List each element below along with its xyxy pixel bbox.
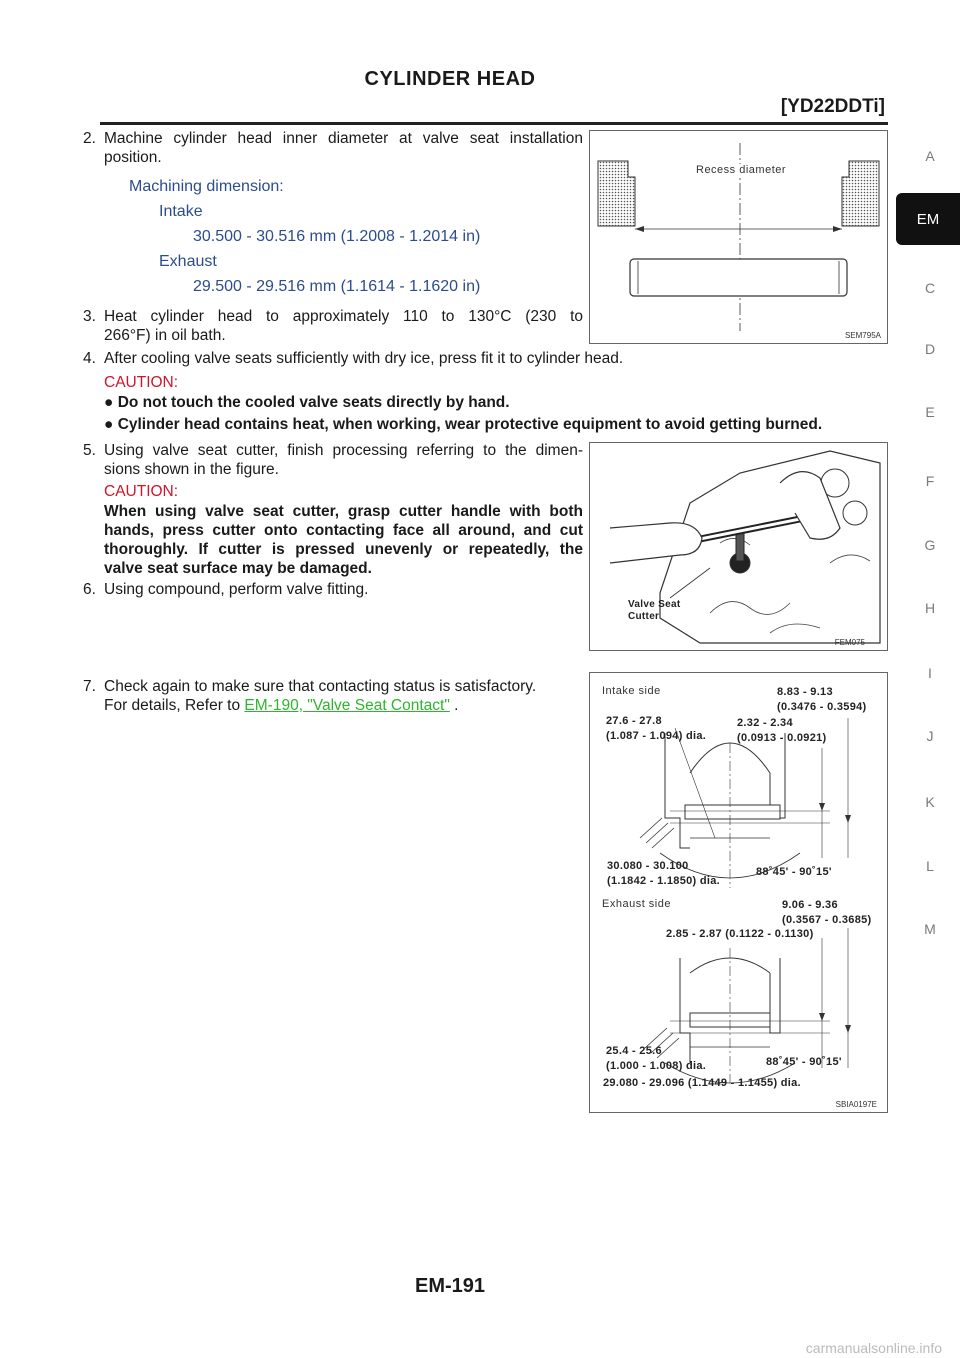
valve-seat-cutter-label-line-1: Valve Seat xyxy=(628,599,681,610)
step-6-number: 6. xyxy=(83,581,96,598)
figure-id-sbia0197e: SBIA0197E xyxy=(835,1100,877,1109)
caution-5-label: CAUTION: xyxy=(104,483,179,500)
side-tab-m[interactable]: M xyxy=(924,921,936,937)
step-7-line-2 xyxy=(104,696,458,715)
intake-dim-d-line-2: (1.1842 - 1.1850) dia. xyxy=(607,875,720,887)
recess-diameter-figure xyxy=(589,130,888,344)
recess-diameter-diagram xyxy=(590,131,887,343)
intake-dim-d-line-1: 30.080 - 30.100 xyxy=(607,860,689,872)
side-tab-j[interactable]: J xyxy=(926,728,934,744)
intake-angle: 88˚45' - 90˚15' xyxy=(756,866,832,878)
exhaust-dim-a-line-1: 9.06 - 9.36 xyxy=(782,899,838,911)
side-tab-em[interactable]: EM xyxy=(896,193,960,245)
exhaust-dim-d: 29.080 - 29.096 (1.1449 - 1.1455) dia. xyxy=(603,1077,801,1089)
exhaust-dim-b xyxy=(606,1044,706,1074)
step-4-line-1: After cooling valve seats sufficiently with dry ice, press fit it to cylinder head. xyxy=(104,350,624,367)
model-code: [YD22DDTi] xyxy=(780,96,885,117)
exhaust-dim-a-line-2: (0.3567 - 0.3685) xyxy=(782,914,872,926)
intake-dim-c-line-2: (0.0913 - 0.0921) xyxy=(737,732,827,744)
step-7-line-2-end: . xyxy=(449,697,459,714)
side-tab-k[interactable]: K xyxy=(925,794,935,810)
figure-id-sem795a: SEM795A xyxy=(844,331,881,340)
exhaust-dim-c: 2.85 - 2.87 (0.1122 - 0.1130) xyxy=(666,928,814,940)
exhaust-dim-b-line-2: (1.000 - 1.008) dia. xyxy=(606,1060,707,1072)
exhaust-label: Exhaust xyxy=(159,253,217,270)
intake-value: 30.500 - 30.516 mm (1.2008 - 1.2014 in) xyxy=(193,228,481,245)
step-7-refer-text: For details, Refer to xyxy=(104,697,245,714)
step-2-line-2: position. xyxy=(104,149,162,166)
step-5-line-2: sions shown in the figure. xyxy=(104,461,279,478)
side-tab-l[interactable]: L xyxy=(926,858,934,874)
valve-seat-cutter-figure xyxy=(589,442,888,651)
caution-5-line-2: hands, press cutter onto contacting face all around, and cut xyxy=(104,522,583,539)
intake-dim-c-line-1: 2.32 - 2.34 xyxy=(737,717,793,729)
step-7-number: 7. xyxy=(83,678,96,695)
side-tab-a[interactable]: A xyxy=(925,148,935,164)
step-5-line-1: Using valve seat cutter, finish processing referring to the dimen- xyxy=(104,442,583,459)
bullet-dot: ● xyxy=(104,416,114,433)
step-6-line-1: Using compound, perform valve fitting. xyxy=(104,581,369,598)
intake-dim-d xyxy=(607,859,720,889)
machining-dimension-label: Machining dimension: xyxy=(129,178,284,195)
exhaust-dim-b-line-1: 25.4 - 25.6 xyxy=(606,1045,662,1057)
step-5-number: 5. xyxy=(83,442,96,459)
exhaust-angle: 88˚45' - 90˚15' xyxy=(766,1056,842,1068)
caution-5-line-3: thoroughly. If cutter is pressed unevenly or repeatedly, the xyxy=(104,541,583,558)
intake-side-label: Intake side xyxy=(602,685,661,697)
watermark: carmanualsonline.info xyxy=(805,1340,942,1356)
caution-bullet-2 xyxy=(104,415,822,434)
caution-5-line-4: valve seat surface may be damaged. xyxy=(104,560,372,577)
intake-dim-a-line-2: (0.3476 - 0.3594) xyxy=(777,701,867,713)
page-title: CYLINDER HEAD xyxy=(364,68,536,90)
exhaust-value: 29.500 - 29.516 mm (1.1614 - 1.1620 in) xyxy=(193,278,481,295)
step-4-number: 4. xyxy=(83,350,96,367)
step-3-line-1: Heat cylinder head to approximately 110 to 130°C (230 to xyxy=(104,308,583,325)
caution-label: CAUTION: xyxy=(104,374,179,391)
figure-id-fem075: FEM075 xyxy=(834,638,865,647)
step-3-number: 3. xyxy=(83,308,96,325)
step-3-line-2: 266°F) in oil bath. xyxy=(104,327,226,344)
side-tab-e[interactable]: E xyxy=(925,404,935,420)
side-tab-h[interactable]: H xyxy=(924,600,936,616)
exhaust-dim-a xyxy=(782,898,872,928)
intake-dim-b-line-1: 27.6 - 27.8 xyxy=(606,715,662,727)
valve-seat-contact-link[interactable]: EM-190, "Valve Seat Contact" xyxy=(244,697,450,714)
valve-seat-cutter-label xyxy=(628,599,680,623)
step-7-line-1: Check again to make sure that contacting status is satisfactory. xyxy=(104,678,537,695)
valve-seat-cutter-label-line-2: Cutter xyxy=(628,611,660,622)
side-tab-d[interactable]: D xyxy=(924,341,936,357)
side-tab-i[interactable]: I xyxy=(928,665,932,681)
exhaust-side-label: Exhaust side xyxy=(602,898,671,910)
intake-dim-a-line-1: 8.83 - 9.13 xyxy=(777,686,833,698)
side-tab-f[interactable]: F xyxy=(925,473,935,489)
bullet-dot: ● xyxy=(104,394,114,411)
caution-bullet-1 xyxy=(104,393,510,412)
page-number: EM-191 xyxy=(414,1275,486,1297)
caution-5-line-1: When using valve seat cutter, grasp cutter handle with both xyxy=(104,503,583,520)
recess-diameter-label: Recess diameter xyxy=(696,164,787,176)
side-tab-c[interactable]: C xyxy=(924,280,936,296)
caution-bullet-1-text: Do not touch the cooled valve seats directly by hand. xyxy=(117,394,510,411)
caution-bullet-2-text: Cylinder head contains heat, when working, wear protective equipment to avoid getting burned. xyxy=(117,416,823,433)
intake-dim-b xyxy=(606,714,706,744)
side-tab-g[interactable]: G xyxy=(924,537,936,553)
header-rule xyxy=(100,122,888,125)
intake-dim-c xyxy=(737,716,827,746)
step-2-number: 2. xyxy=(83,130,96,147)
valve-seat-dimensions-figure xyxy=(589,672,888,1113)
intake-dim-b-line-2: (1.087 - 1.094) dia. xyxy=(606,730,707,742)
intake-label: Intake xyxy=(159,203,203,220)
step-2-line-1: Machine cylinder head inner diameter at valve seat installation xyxy=(104,130,583,147)
intake-dim-a xyxy=(777,685,867,715)
